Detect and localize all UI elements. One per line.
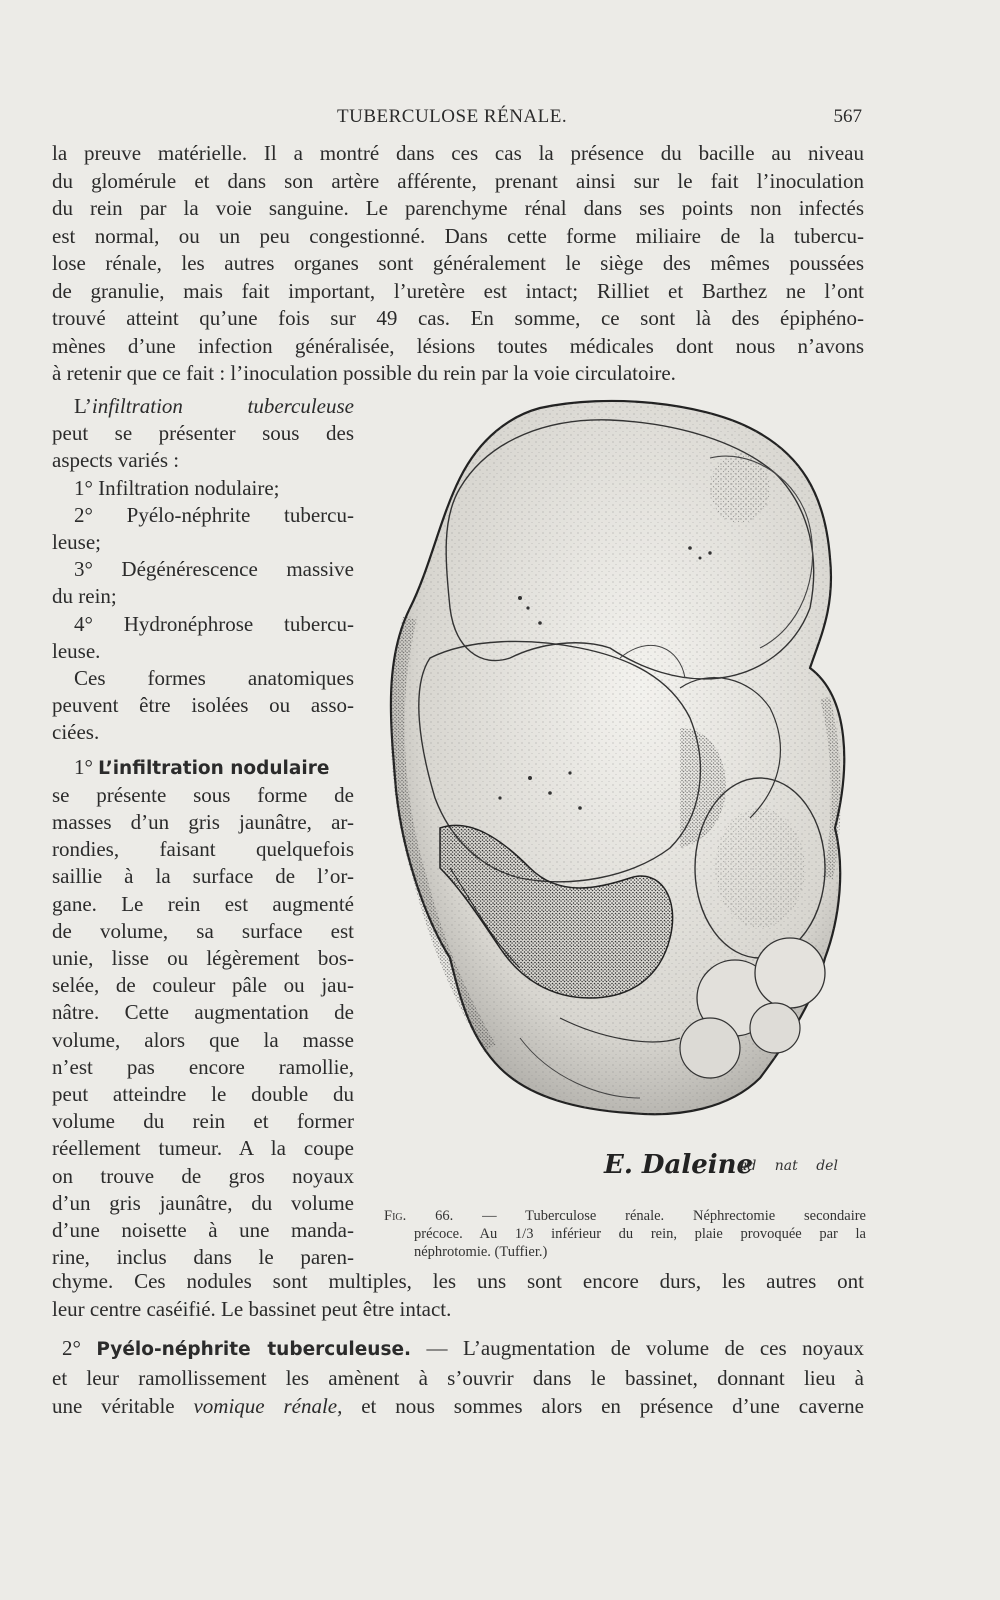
aspect-item: 4° Hydronéphrose tubercu- [74,611,354,636]
kidney-illustration [380,398,870,1198]
caption-line: néphrotomie. (Tuffier.) [414,1244,548,1260]
text-line: d’un gris jaunâtre, du volume [52,1190,354,1215]
caption-label: Fig. 66. [384,1208,454,1224]
text-line: se présente sous forme de [52,782,354,807]
continuation-paragraph [52,1268,864,1323]
intro-prefix: L’ [74,394,92,418]
running-title: TUBERCULOSE RÉNALE. [337,106,568,127]
caption-text: — Tuberculose rénale. Néphrectomie secondaire [453,1208,866,1224]
signature-name: E. Daleine [604,1150,754,1180]
text-line: n’est pas encore ramollie, [52,1054,354,1079]
text-line: volume du rein et former [52,1109,354,1134]
text-line: chyme. Ces nodules sont multiples, les uns sont encore durs, les autres ont [52,1269,864,1293]
caption-line: précoce. Au 1/3 inférieur du rein, plaie provoquée par la [414,1226,866,1242]
text-line: aspects variés : [52,448,180,473]
aspect-item: 3° Dégénérescence massive [74,557,354,582]
text-line: rondies, faisant quelquefois [52,837,354,862]
text-line: du rein par la voie sanguine. Le parenchyme rénal dans ses points non infectés [52,196,864,220]
infiltration-intro [52,393,354,420]
text-line: de granulie, mais fait important, l’uretère est intact; Rilliet et Barthez ne l’ont [52,278,864,303]
text-line: rine, inclus dans le paren- [52,1245,354,1270]
line-part: et nous sommes alors en présence d’une caverne [342,1394,865,1418]
page-header [52,106,862,134]
text-line: est normal, ou un peu congestionné. Dans cette forme miliaire de la tubercu- [52,223,864,248]
text-line [52,1334,864,1364]
section-number: 1° [74,754,93,779]
text-line: la preuve matérielle. Il a montré dans ces cas la présence du bacille au niveau [52,141,864,165]
signature-note: ad nat del [739,1158,838,1174]
text-line: leur centre caséifié. Le bassinet peut être intact. [52,1296,452,1321]
text-line: d’une noisette à une manda- [52,1218,354,1243]
text-line: et leur ramollissement les amènent à s’ouvrir dans le bassinet, donnant lieu à [52,1366,864,1390]
text-line: peut se présenter sous des [52,421,354,446]
section-number: 2° [62,1336,81,1360]
section-heading: L’infiltration nodulaire [98,757,330,779]
text-line: selée, de couleur pâle ou jau- [52,973,354,998]
section-heading: Pyélo-néphrite tuberculeuse. [96,1339,412,1360]
artist-signature [604,1150,874,1190]
line-part: une véritable [52,1394,194,1418]
section-heading-nodulaire [52,754,354,782]
text-line: Ces formes anatomiques [74,666,354,691]
aspect-item: du rein; [52,584,117,609]
text-line: peuvent être isolées ou asso- [52,693,354,718]
top-paragraph [52,140,864,388]
text-line: réellement tumeur. A la coupe [52,1136,354,1161]
aspect-item: 1° Infiltration nodulaire; [74,475,280,500]
text-line: de volume, sa surface est [52,918,354,943]
text-line: volume, alors que la masse [52,1027,354,1052]
text-line: à retenir que ce fait : l’inoculation possible du rein par la voie circulatoire. [52,361,676,385]
text-line: nâtre. Cette augmentation de [52,1000,354,1025]
spacer [52,747,354,754]
caption-line [384,1207,866,1225]
text-line [52,1392,864,1420]
text-line: du glomérule et dans son artère afférente, prenant ainsi sur le fait l’inoculation [52,168,864,193]
text-line: mènes d’une infection généralisée, lésions toutes médicales dont nous n’avons [52,333,864,358]
aspect-item: leuse; [52,530,101,555]
text-line: on trouve de gros noyaux [52,1163,354,1188]
kidney-drawing [380,398,870,1158]
text-line: saillie à la surface de l’or- [52,864,354,889]
italic-term: vomique rénale, [193,1394,343,1418]
text-line: lose rénale, les autres organes sont généralement le siège des mêmes poussées [52,251,864,275]
figure-caption [384,1207,866,1261]
aspect-item: 2° Pyélo-néphrite tubercu- [74,502,354,527]
text-line: masses d’un gris jaunâtre, ar- [52,810,354,835]
pyelo-paragraph [52,1334,864,1420]
page-number: 567 [833,106,862,127]
text-line: unie, lisse ou légèrement bos- [52,946,354,971]
aspect-item: leuse. [52,638,101,663]
intro-italic: infiltration tuberculeuse [91,394,354,418]
left-column-text [52,393,354,1272]
heading-continuation: — L’augmentation de volume de ces noyaux [411,1336,864,1360]
text-line: trouvé atteint qu’une fois sur 49 cas. En somme, ce sont là des épiphéno- [52,306,864,330]
text-line: ciées. [52,720,100,745]
text-line: peut atteindre le double du [52,1082,354,1107]
text-line: gane. Le rein est augmenté [52,891,354,916]
